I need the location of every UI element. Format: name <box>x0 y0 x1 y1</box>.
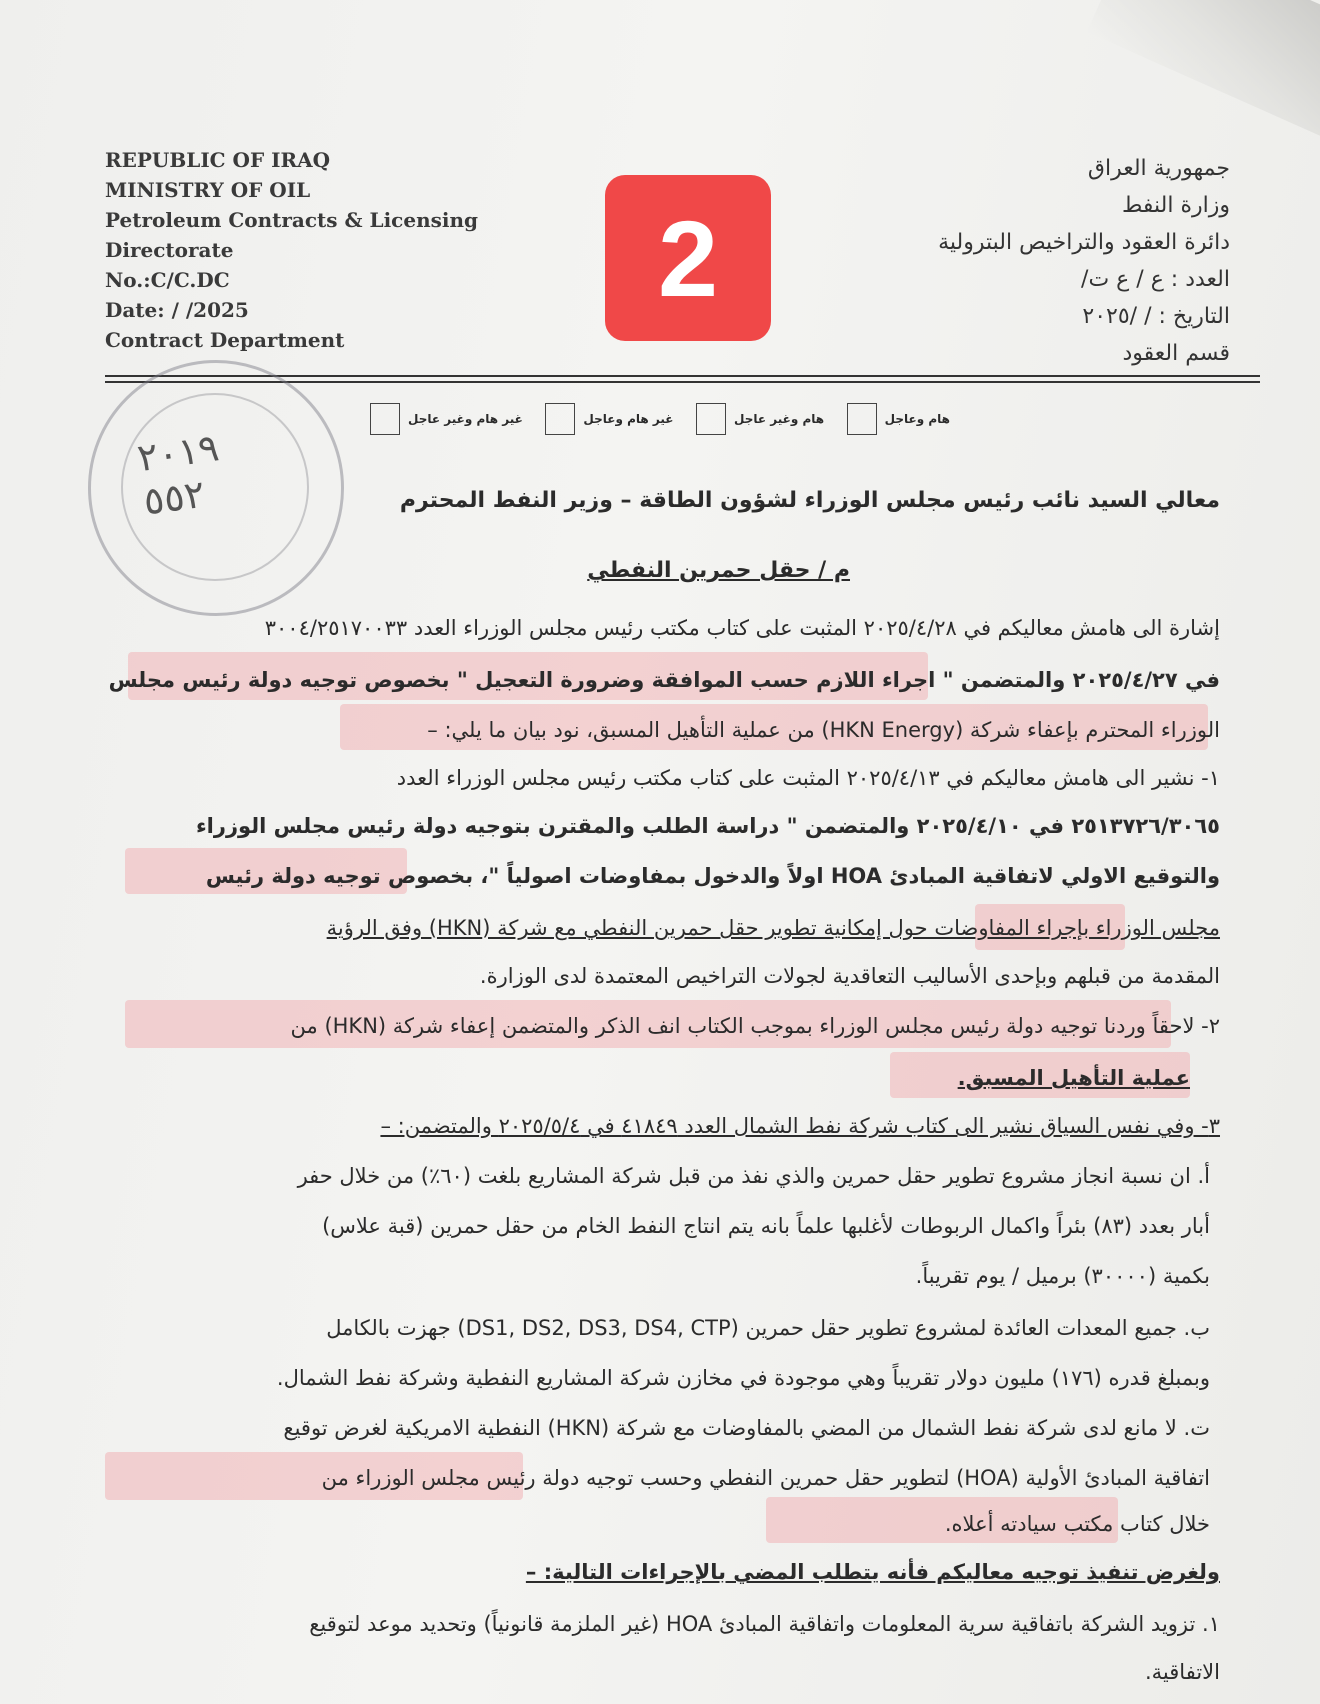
item-2-line: عملية التأهيل المسبق. <box>957 1066 1190 1090</box>
handwritten-line-1: ٢٠١٩ <box>134 425 222 481</box>
item-a-line: بكمية (٣٠٠٠٠) برميل / يوم تقريباً. <box>915 1264 1210 1288</box>
paragraph-line: إشارة الى هامش معاليكم في ٢٠٢٥/٤/٢٨ المثبت على كتاب مكتب رئيس مجلس الوزراء العدد ٣٠٠٤/٢٥١٧٠٠٣٣ <box>264 616 1220 640</box>
header-en-directorate-line1: Petroleum Contracts & Licensing <box>105 208 479 232</box>
item-1-line: والتوقيع الاولي لاتفاقية المبادئ HOA اولاً والدخول بمفاوضات اصولياً "، بخصوص توجيه دولة رئيس <box>205 864 1220 888</box>
header-ar-directorate: دائرة العقود والتراخيص البترولية <box>938 230 1230 255</box>
item-a-line: أ. ان نسبة انجاز مشروع تطوير حقل حمرين والذي نفذ من قبل شركة المشاريع بلغت (٦٠٪) من خلال حفر <box>297 1164 1210 1188</box>
header-en-directorate-line2: Directorate <box>105 238 234 262</box>
item-b-line: ب. جميع المعدات العائدة لمشروع تطوير حقل حمرين (DS1, DS2, DS3, DS4, CTP) جهزت بالكامل <box>326 1316 1210 1340</box>
priority-label: غير هام وغير عاجل <box>408 412 523 426</box>
priority-label: هام وعاجل <box>884 412 950 426</box>
item-c-line: اتفاقية المبادئ الأولية (HOA) لتطوير حقل حمرين النفطي وحسب توجيه دولة رئيس مجلس الوزراء من <box>321 1466 1210 1490</box>
salutation: معالي السيد نائب رئيس مجلس الوزراء لشؤون الطاقة – وزير النفط المحترم <box>399 488 1220 513</box>
priority-label: هام وغير عاجل <box>734 412 825 426</box>
item-1-line: المقدمة من قبلهم وبإحدى الأساليب التعاقدية لجولات التراخيص المعتمدة لدى الوزارة. <box>479 964 1220 988</box>
handwritten-line-2: ٥٥٢ <box>140 471 208 524</box>
numbered-item-1-line: الاتفاقية. <box>1145 1660 1220 1684</box>
letter-body <box>108 0 1220 1704</box>
header-ar-date: التاريخ : / /٢٠٢٥ <box>1082 304 1230 329</box>
item-c-line: ت. لا مانع لدى شركة نفط الشمال من المضي بالمفاوضات مع شركة (HKN) النفطية الامريكية لغرض توقيع <box>283 1416 1210 1440</box>
numbered-item-1-line: ١. تزويد الشركة باتفاقية سرية المعلومات واتفاقية المبادئ HOA (غير الملزمة قانونياً) وتحديد موعد لتوقيع <box>309 1612 1220 1636</box>
header-ar-department: قسم العقود <box>1122 341 1230 366</box>
item-b-line: وبمبلغ قدره (١٧٦) مليون دولار تقريباً وهي موجودة في مخازن شركة المشاريع النفطية وشركة نفط الشمال. <box>276 1366 1210 1390</box>
page-number-badge: 2 <box>605 175 771 341</box>
header-en-date: Date: / /2025 <box>105 298 249 322</box>
procedures-heading: ولغرض تنفيذ توجيه معاليكم فأنه يتطلب المضي بالإجراءات التالية: – <box>525 1560 1220 1584</box>
header-en-ministry: MINISTRY OF OIL <box>105 178 311 202</box>
item-a-line: أبار بعدد (٨٣) بئراً واكمال الربوطات لأغلبها علماً بانه يتم انتاج النفط الخام من حقل حمرين (قبة علاس) <box>322 1214 1210 1238</box>
item-3-line: ٣- وفي نفس السياق نشير الى كتاب شركة نفط الشمال العدد ٤١٨٤٩ في ٢٠٢٥/٥/٤ والمتضمن: – <box>380 1114 1220 1138</box>
priority-label: غير هام وعاجل <box>583 412 674 426</box>
header-ar-ministry: وزارة النفط <box>1122 193 1230 218</box>
item-2-line: ٢- لاحقاً وردنا توجيه دولة رئيس مجلس الوزراء بموجب الكتاب انف الذكر والمتضمن إعفاء شركة (HKN) من <box>290 1014 1220 1038</box>
item-1-line: مجلس الوزراء بإجراء المفاوضات حول إمكانية تطوير حقل حمرين النفطي مع شركة (HKN) وفق الرؤية <box>326 916 1220 940</box>
paragraph-line: الوزراء المحترم بإعفاء شركة (HKN Energy) من عملية التأهيل المسبق، نود بيان ما يلي: – <box>427 718 1220 742</box>
subject-text: م / حقل حمرين النفطي <box>587 558 850 583</box>
header-ar-number: العدد : ع / ع ت/ <box>1081 267 1230 292</box>
subject-line <box>587 558 850 583</box>
item-1-line: ١- نشير الى هامش معاليكم في ٢٠٢٥/٤/١٣ المثبت على كتاب مكتب رئيس مجلس الوزراء العدد <box>396 766 1220 790</box>
item-1-line: ٢٥١٣٧٢٦/٣٠٦٥ في ٢٠٢٥/٤/١٠ والمتضمن " دراسة الطلب والمقترن بتوجيه دولة رئيس مجلس الوزراء <box>195 814 1220 838</box>
paragraph-line: في ٢٠٢٥/٤/٢٧ والمتضمن " اجراء اللازم حسب الموافقة وضرورة التعجيل " بخصوص توجيه دولة رئيس مجلس <box>108 668 1220 692</box>
item-c-line: خلال كتاب مكتب سيادته أعلاه. <box>944 1512 1210 1536</box>
header-en-department: Contract Department <box>105 328 345 352</box>
header-en-number: No.:C/C.DC <box>105 268 230 292</box>
header-ar-republic: جمهورية العراق <box>1087 156 1230 181</box>
header-en-republic: REPUBLIC OF IRAQ <box>105 148 331 172</box>
